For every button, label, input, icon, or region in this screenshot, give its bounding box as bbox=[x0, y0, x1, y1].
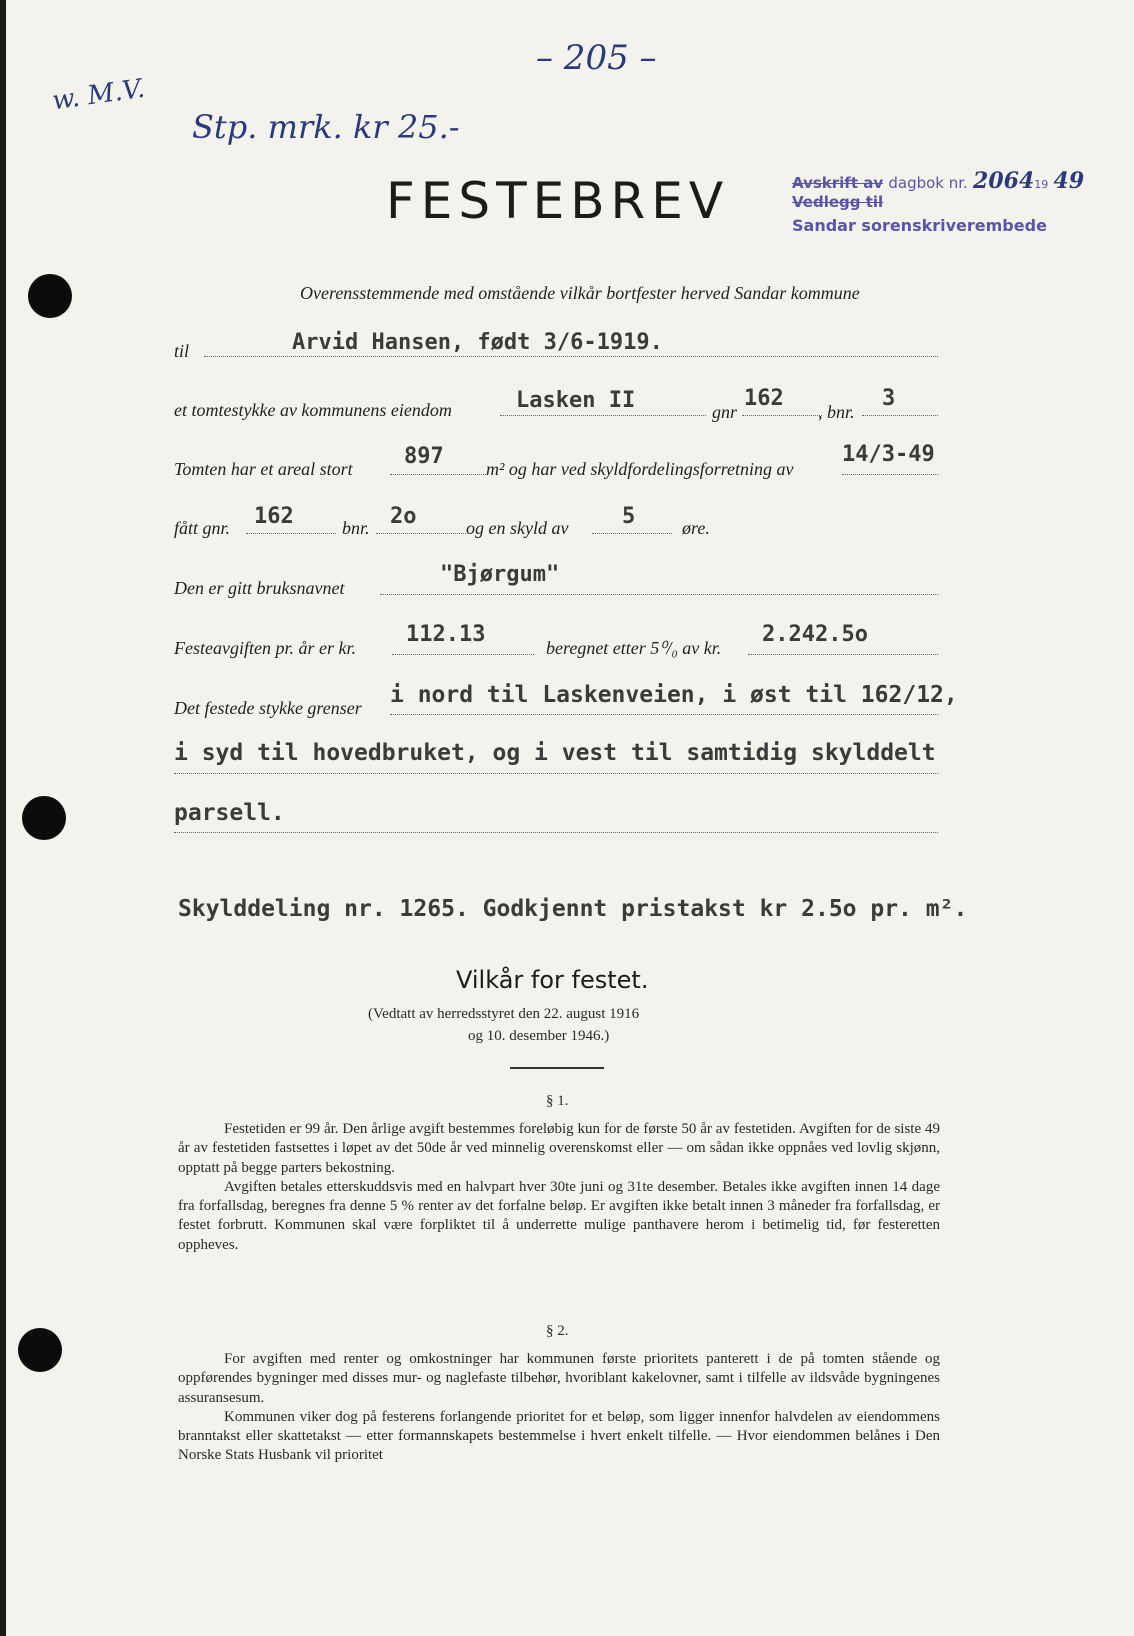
fatt-bnr-value: 2o bbox=[390, 504, 417, 529]
section-1-paragraph-1: Festetiden er 99 år. Den årlige avgift bestemmes foreløbig kun for de første 50 år av festetiden. Avgiften for de siste 49 år av festetiden fastsettes i løpet av det 50de år ved minnelig overenskomst eller — om sådan ikke oppnåes ved lovlig skjønn, opptatt på begge parters bekostning. bbox=[178, 1121, 940, 1176]
section-2-body bbox=[178, 1350, 940, 1466]
fatt-gnr-label: fått gnr. bbox=[174, 518, 231, 538]
section-2-heading: § 2. bbox=[546, 1323, 569, 1339]
bruksnavn-label: Den er gitt bruksnavnet bbox=[174, 578, 345, 598]
skyld-dotline bbox=[592, 533, 672, 534]
margin-note: w. M.V. bbox=[50, 73, 147, 117]
areal-dotline bbox=[390, 474, 486, 475]
areal-unit-label: m² og har ved skyldfordelingsforretning av bbox=[486, 459, 794, 479]
gnr-dotline bbox=[742, 415, 822, 416]
fatt-gnr-value: 162 bbox=[254, 504, 294, 529]
bnr-label: , bnr. bbox=[818, 402, 855, 422]
skylddeling-note: Skylddeling nr. 1265. Godkjennt pristakst kr 2.5o pr. m². bbox=[178, 896, 968, 922]
fatt-bnr-dotline bbox=[376, 533, 466, 534]
areal-value: 897 bbox=[404, 444, 444, 469]
areal-label: Tomten har et areal stort bbox=[174, 459, 353, 479]
grenser-dotline-1 bbox=[390, 714, 938, 715]
section-1-body bbox=[178, 1120, 940, 1255]
festeavgift-value: 112.13 bbox=[406, 622, 486, 647]
grenser-line-1: i nord til Laskenveien, i øst til 162/12, bbox=[390, 682, 958, 708]
vilkar-subtitle-2: og 10. desember 1946.) bbox=[468, 1028, 610, 1044]
bruksnavn-value: "Bjørgum" bbox=[440, 562, 560, 587]
ore-label: øre. bbox=[682, 518, 710, 538]
bnr-value: 3 bbox=[882, 386, 896, 411]
fatt-bnr-label: bnr. bbox=[342, 518, 370, 538]
bruksnavn-dotline bbox=[380, 594, 938, 595]
stamp-year-prefix: 19 bbox=[1034, 178, 1049, 191]
document-title: FESTEBREV bbox=[386, 172, 730, 230]
skyld-label: og en skyld av bbox=[466, 518, 569, 538]
punch-hole-bottom bbox=[18, 1328, 62, 1372]
eiendom-dotline bbox=[500, 415, 706, 416]
divider bbox=[510, 1067, 604, 1069]
grenser-label: Det festede stykke grenser bbox=[174, 698, 362, 718]
stamp-year: 49 bbox=[1053, 168, 1085, 194]
grenser-dotline-3 bbox=[174, 832, 938, 833]
stamp-dagbok-label: dagbok nr. bbox=[888, 174, 968, 192]
document-page bbox=[6, 0, 1134, 1636]
gnr-value: 162 bbox=[744, 386, 784, 411]
grenser-dotline-2 bbox=[174, 773, 938, 774]
fatt-gnr-dotline bbox=[246, 533, 336, 534]
section-2-paragraph-2: Kommunen viker dog på festerens forlangende prioritet for et beløp, som ligger innenfor halvdelen av eiendommens branntakst eller skattetakst — etter formannskapets bestemmelse i hvert enkelt tilfelle. — Hvor eiendommen belånes i Den Norske Stats Husbank vil prioritet bbox=[178, 1408, 940, 1464]
vilkar-subtitle-1: (Vedtatt av herredsstyret den 22. august 1916 bbox=[368, 1006, 640, 1022]
tomt-label: et tomtestykke av kommunens eiendom bbox=[174, 400, 452, 420]
beregnet-dotline bbox=[748, 654, 938, 655]
section-2-paragraph-1: For avgiften med renter og omkostninger har kommunen første prioritets panterett i de på tomten stående og oppførendes bygninger med disses mur- og naglefaste tilbehør, hvoriblant kakelovner, samt i tilfelle av ildsvåde bygningenes assuransesum. bbox=[178, 1351, 940, 1406]
stamp-line-1 bbox=[792, 168, 1084, 194]
stamp-duty-note: Stp. mrk. kr 25.- bbox=[192, 108, 460, 146]
gnr-label: gnr bbox=[712, 402, 738, 422]
bnr-dotline bbox=[862, 415, 938, 416]
section-1-heading: § 1. bbox=[546, 1093, 569, 1109]
beregnet-value: 2.242.5o bbox=[762, 622, 868, 647]
festeavgift-label: Festeavgiften pr. år er kr. bbox=[174, 638, 356, 658]
til-dotline bbox=[204, 356, 938, 357]
stamp-line-3: Sandar sorenskriverembede bbox=[792, 216, 1047, 235]
festeavgift-dotline bbox=[392, 654, 534, 655]
grenser-line-2: i syd til hovedbruket, og i vest til samtidig skylddelt bbox=[174, 740, 936, 766]
section-1-paragraph-2: Avgiften betales etterskuddsvis med en halvpart hver 30te juni og 31te desember. Betales ikke avgiften innen 14 dage fra forfallsdag, beregnes fra denne 5 % renter av det forfalne beløp. Er avgiften ikke betalt innen 3 måneder fra forfallsdag, er festet forbrutt. Kommunen skal være forpliktet til å underrette mulige panthavere herom i betimelig tid, før festeretten oppheves. bbox=[178, 1178, 940, 1253]
vilkar-title: Vilkår for festet. bbox=[456, 966, 649, 994]
punch-hole-top bbox=[28, 274, 72, 318]
til-value: Arvid Hansen, født 3/6-1919. bbox=[292, 330, 663, 355]
intro-text: Overensstemmende med omstående vilkår bortfester herved Sandar kommune bbox=[300, 283, 860, 303]
beregnet-label: beregnet etter 5⁰/₀ av kr. bbox=[546, 638, 722, 658]
page-number: – 205 – bbox=[536, 38, 657, 78]
stamp-dagbok-number: 2064 bbox=[973, 168, 1035, 194]
skyld-value: 5 bbox=[622, 504, 636, 529]
punch-hole-middle bbox=[22, 796, 66, 840]
grenser-line-3: parsell. bbox=[174, 800, 285, 826]
eiendom-value: Lasken II bbox=[516, 388, 636, 413]
til-label: til bbox=[174, 341, 190, 361]
stamp-struck-avskrift: Avskrift av bbox=[792, 174, 884, 192]
stamp-line-2: Vedlegg til bbox=[792, 193, 884, 211]
forretning-date: 14/3-49 bbox=[842, 442, 935, 467]
forretning-dotline bbox=[842, 474, 938, 475]
